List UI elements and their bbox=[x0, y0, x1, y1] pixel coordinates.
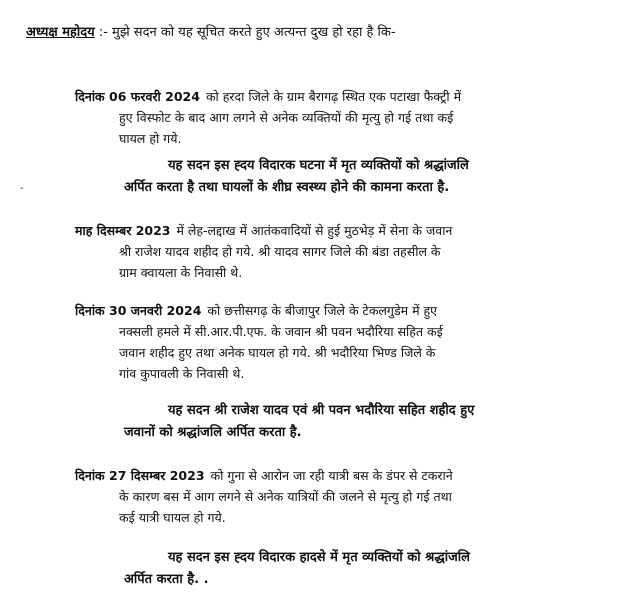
item-text-line: को गुना से आरोन जा रही यात्री बस के डंपर से टकराने bbox=[210, 468, 453, 483]
item-text-line: को छत्तीसगढ़ के बीजापुर जिले के टेकलगुडेम में हुए bbox=[207, 303, 438, 318]
item-text-line: हुए विस्फोट के बाद आग लगने से अनेक व्यक्तियों की मृत्यु हो गई तथा कई bbox=[119, 110, 454, 125]
resolution-paragraph bbox=[124, 400, 594, 444]
stray-mark: - bbox=[20, 183, 24, 194]
resolution-line: यह सदन श्री राजेश यादव एवं श्री पवन भदौरिया सहित शहीद हुए bbox=[168, 403, 475, 418]
item-date: दिनांक 30 जनवरी 2024 bbox=[75, 303, 202, 318]
item-text-line: घायल हो गये. bbox=[119, 131, 182, 146]
condolence-item-guna bbox=[75, 465, 603, 528]
item-date: माह दिसम्बर 2023 bbox=[75, 223, 171, 238]
item-date: दिनांक 27 दिसम्बर 2023 bbox=[75, 468, 205, 483]
condolence-item-bijapur bbox=[75, 300, 603, 384]
condolence-item-leh bbox=[75, 220, 603, 283]
salutation-text: :- मुझे सदन को यह सूचित करते हुए अत्यन्त दुख हो रहा है कि- bbox=[98, 25, 396, 40]
item-text-line: श्री राजेश यादव शहीद हो गये. श्री यादव सागर जिले की बंडा तहसील के bbox=[119, 244, 441, 259]
salutation-label: अध्यक्ष महोदय bbox=[26, 25, 95, 40]
item-text-line: को हरदा जिले के ग्राम बैरागढ़ स्थित एक पटाखा फैक्ट्री में bbox=[205, 89, 462, 104]
item-date: दिनांक 06 फरवरी 2024 bbox=[75, 89, 200, 104]
item-text-line: नक्सली हमले में सी.आर.पी.एफ. के जवान श्री पवन भदौरिया सहित कई bbox=[119, 324, 443, 339]
item-text-line: कई यात्री घायल हो गये. bbox=[119, 510, 226, 525]
resolution-line: यह सदन इस ह्दय विदारक घटना में मृत व्यक्तियों को श्रद्धांजलि bbox=[168, 158, 469, 173]
resolution-paragraph bbox=[124, 155, 594, 199]
condolence-item-hardа bbox=[75, 86, 603, 149]
item-text-line: जवान शहीद हुए तथा अनेक घायल हो गये. श्री भदौरिया भिण्ड जिले के bbox=[119, 345, 436, 360]
item-text-line: के कारण बस में आग लगने से अनेक यात्रियों की जलने से मृत्यु हो गई तथा bbox=[119, 489, 452, 504]
salutation bbox=[26, 24, 396, 42]
resolution-line: यह सदन इस ह्दय विदारक हादसे में मृत व्यक्तियों को श्रद्धांजलि bbox=[168, 550, 470, 565]
resolution-line: जवानों को श्रद्धांजलि अर्पित करता है. bbox=[124, 425, 302, 440]
resolution-paragraph bbox=[124, 547, 594, 591]
item-text-line: में लेह-लद्दाख में आतंकवादियों से हुई मुठभेड़ में सेना के जवान bbox=[176, 223, 453, 238]
item-text-line: गांव कुपावली के निवासी थे. bbox=[119, 366, 245, 381]
item-text-line: ग्राम क्वायला के निवासी थे. bbox=[119, 265, 243, 280]
resolution-line: अर्पित करता है. . bbox=[124, 572, 209, 587]
resolution-line: अर्पित करता है तथा घायलों के शीघ्र स्वस्थ्य होने की कामना करता है. bbox=[124, 180, 450, 195]
